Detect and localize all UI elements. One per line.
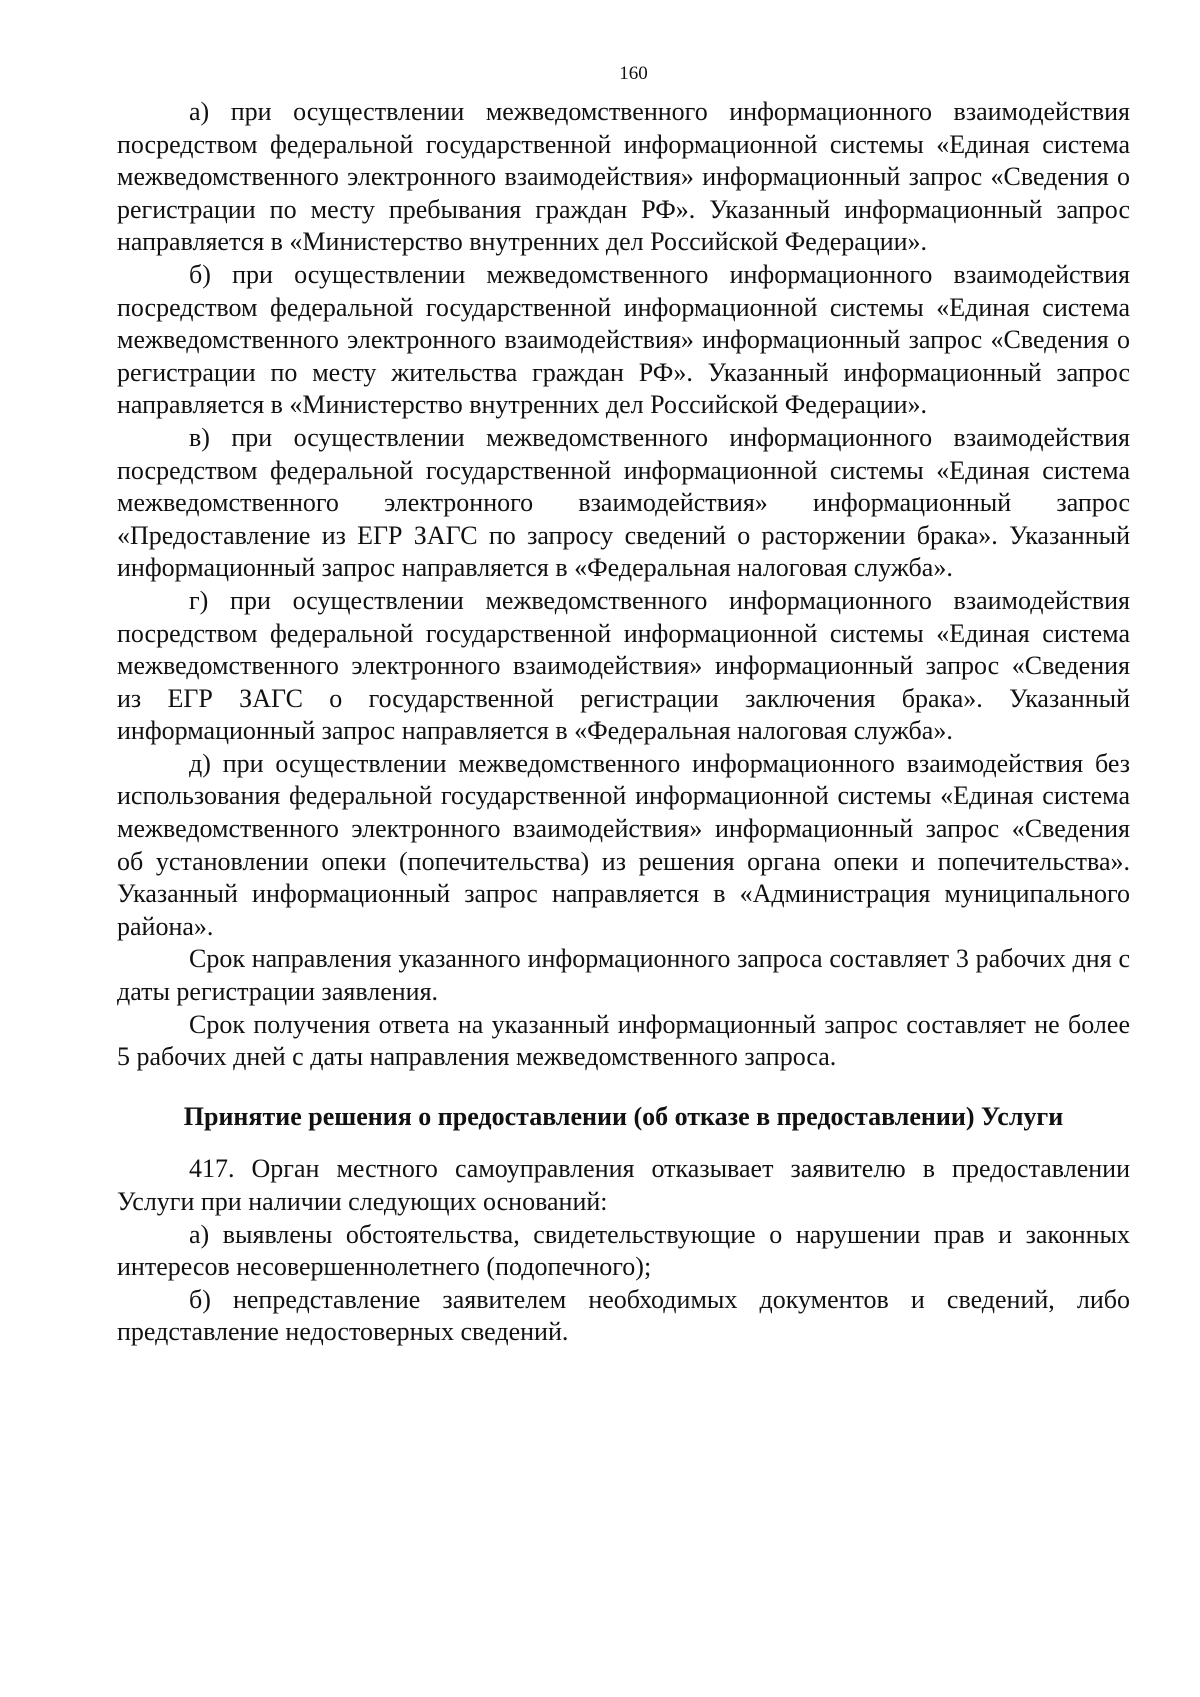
paragraph-b-residence-registration: б) при осуществлении межведомственного информационного взаимодействия посредством федеральной государственной информационной системы «Единая система межведомственного электронного взаимодействия» информационный запрос «Сведения о регистрации по месту жительства граждан РФ». Указанный информационный запрос направляется в «Министерство внутренних дел Российской Федерации». [117, 259, 1130, 420]
page-number: 160 [619, 63, 648, 84]
paragraph-a-stay-registration: а) при осуществлении межведомственного информационного взаимодействия посредством федеральной государственной информационной системы «Единая система межведомственного электронного взаимодействия» информационный запрос «Сведения о регистрации по месту пребывания граждан РФ». Указанный информационный запрос направляется в «Министерство внутренних дел Российской Федерации». [117, 97, 1130, 257]
paragraph-g-marriage-records: г) при осуществлении межведомственного информационного взаимодействия посредством федеральной государственной информационной системы «Единая система межведомственного электронного взаимодействия» информационный запрос «Сведения из ЕГР ЗАГС о государственной регистрации заключения брака». Указанный информационный запрос направляется в «Федеральная налоговая служба». [117, 585, 1130, 746]
paragraph-response-deadline: Срок получения ответа на указанный информационный запрос составляет не более 5 рабочих дней с даты направления межведомственного запроса. [117, 1009, 1130, 1072]
paragraph-request-deadline: Срок направления указанного информационного запроса составляет 3 рабочих дня с даты регистрации заявления. [117, 944, 1130, 1007]
paragraph-b-missing-documents: б) непредставление заявителем необходимых документов и сведений, либо представление недостоверных сведений. [117, 1284, 1130, 1347]
section-title: Принятие решения о предоставлении (об отказе в предоставлении) Услуги [183, 1101, 1064, 1131]
paragraph-a-rights-violation: а) выявлены обстоятельства, свидетельствующие о нарушении прав и законных интересов несовершеннолетнего (подопечного); [117, 1219, 1130, 1282]
paragraph-d-guardianship: д) при осуществлении межведомственного информационного взаимодействия без использования федеральной государственной информационной системы «Единая система межведомственного электронного взаимодействия» информационный запрос «Сведения об установлении опеки (попечительства) из решения органа опеки и попечительства». Указанный информационный запрос направляется в «Администрация муниципального района». [117, 748, 1130, 941]
paragraph-417-refusal-grounds: 417. Орган местного самоуправления отказывает заявителю в предоставлении Услуги при наличии следующих оснований: [117, 1154, 1130, 1216]
paragraph-v-divorce-records: в) при осуществлении межведомственного информационного взаимодействия посредством федеральной государственной информационной системы «Единая система межведомственного электронного взаимодействия» информационный запрос «Предоставление из ЕГР ЗАГС по запросу сведений о расторжении брака». Указанный информационный запрос направляется в «Федеральная налоговая служба». [117, 422, 1130, 583]
